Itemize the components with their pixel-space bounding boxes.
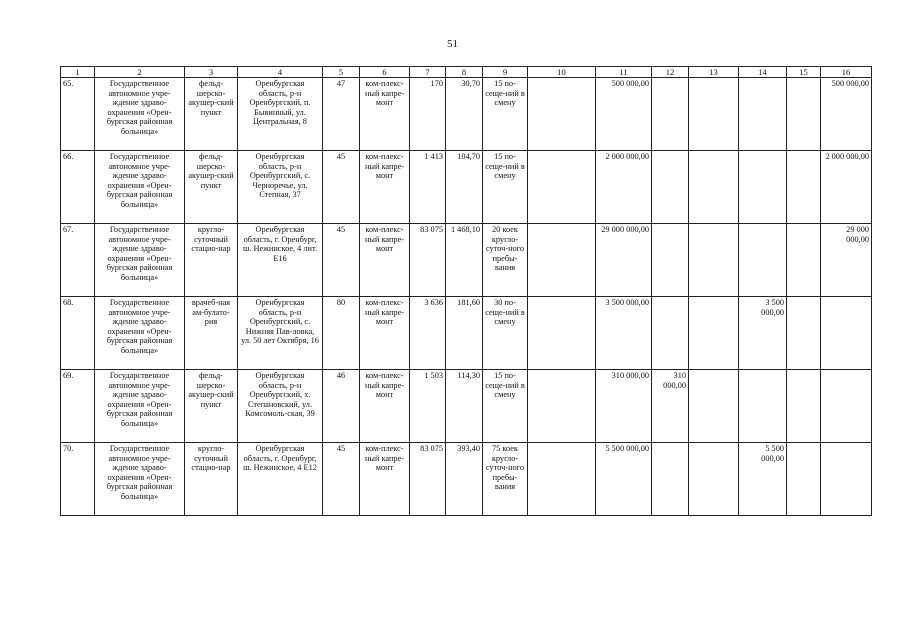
- work-type: ком-плекс-ный капре-монт: [360, 370, 410, 443]
- cell-col15: [787, 224, 821, 297]
- cell-col15: [787, 297, 821, 370]
- cell-col16: 2 000 000,00: [821, 151, 872, 224]
- column-header: 6: [360, 67, 410, 78]
- cell-col5: 45: [323, 224, 360, 297]
- table-row: [61, 443, 872, 516]
- cell-col13: [689, 224, 739, 297]
- row-number: 67.: [61, 224, 95, 297]
- cell-col8: 104,70: [446, 151, 483, 224]
- cell-col16: [821, 297, 872, 370]
- cell-col16: 500 000,00: [821, 78, 872, 151]
- facility-address: Оренбургская область, р-н Оренбургский, с. Нижняя Пав-ловка, ул. 50 лет Октября, 16: [238, 297, 323, 370]
- cell-col8: 30,70: [446, 78, 483, 151]
- cell-col7: 1 413: [410, 151, 446, 224]
- capacity: 15 по-сеще-ний в смену: [483, 78, 528, 151]
- organization-name: Государственное автономное учре-ждение здраво-охранения «Орен-бургская районная больница»: [95, 443, 185, 516]
- facility-address: Оренбургская область, г. Оренбург, ш. Нежинское, 4 Е12: [238, 443, 323, 516]
- row-number: 70.: [61, 443, 95, 516]
- cell-col16: 29 000 000,00: [821, 224, 872, 297]
- cell-col5: 46: [323, 370, 360, 443]
- column-header: 3: [185, 67, 238, 78]
- cell-col8: 114,30: [446, 370, 483, 443]
- column-header: 12: [652, 67, 689, 78]
- column-header: 13: [689, 67, 739, 78]
- cell-col11: 2 000 000,00: [596, 151, 652, 224]
- facility-type: врачеб-ная ам-булато-рия: [185, 297, 238, 370]
- capacity: 20 коек кругло-суточ-ного пребы-вания: [483, 224, 528, 297]
- organization-name: Государственное автономное учре-ждение здраво-охранения «Орен-бургская районная больница»: [95, 370, 185, 443]
- page-number: 51: [447, 38, 458, 50]
- cell-col8: 1 468,10: [446, 224, 483, 297]
- cell-col5: 80: [323, 297, 360, 370]
- row-number: 68.: [61, 297, 95, 370]
- table-body: [61, 67, 872, 516]
- cell-col13: [689, 297, 739, 370]
- cell-col14: 5 500 000,00: [739, 443, 787, 516]
- column-header: 14: [739, 67, 787, 78]
- facility-address: Оренбургская область, р-н Оренбургский, х. Степановский, ул. Комсомоль-ская, 39: [238, 370, 323, 443]
- cell-col11: 29 000 000,00: [596, 224, 652, 297]
- facility-address: Оренбургская область, г. Оренбург, ш. Нежинское, 4 лит. Е16: [238, 224, 323, 297]
- column-header: 2: [95, 67, 185, 78]
- cell-col12: [652, 224, 689, 297]
- row-number: 66.: [61, 151, 95, 224]
- cell-col10: [528, 370, 596, 443]
- cell-col14: [739, 224, 787, 297]
- column-number-header-row: [61, 67, 872, 78]
- column-header: 8: [446, 67, 483, 78]
- cell-col15: [787, 370, 821, 443]
- column-header: 1: [61, 67, 95, 78]
- column-header: 5: [323, 67, 360, 78]
- cell-col15: [787, 78, 821, 151]
- facility-type: кругло-суточный стацио-нар: [185, 443, 238, 516]
- cell-col7: 170: [410, 78, 446, 151]
- column-header: 7: [410, 67, 446, 78]
- facility-type: фельд-шерско-акушер-ский пункт: [185, 370, 238, 443]
- column-header: 4: [238, 67, 323, 78]
- capacity: 30 по-сеще-ний в смену: [483, 297, 528, 370]
- column-header: 10: [528, 67, 596, 78]
- cell-col12: [652, 443, 689, 516]
- cell-col13: [689, 370, 739, 443]
- facility-address: Оренбургская область, р-н Оренбургский, с. Черноречье, ул. Степная, 37: [238, 151, 323, 224]
- cell-col14: [739, 78, 787, 151]
- facility-address: Оренбургская область, р-н Оренбургский, п. Бывинный, ул. Центральная, 8: [238, 78, 323, 151]
- facility-type: кругло-суточный стацио-нар: [185, 224, 238, 297]
- facility-type: фельд-шерско-акушер-ский пункт: [185, 151, 238, 224]
- column-header: 11: [596, 67, 652, 78]
- cell-col7: 83 075: [410, 224, 446, 297]
- cell-col15: [787, 443, 821, 516]
- cell-col12: [652, 297, 689, 370]
- organization-name: Государственное автономное учре-ждение здраво-охранения «Орен-бургская районная больница»: [95, 297, 185, 370]
- column-header: 16: [821, 67, 872, 78]
- cell-col11: 310 000,00: [596, 370, 652, 443]
- organization-name: Государственное автономное учре-ждение здраво-охранения «Орен-бургская районная больница»: [95, 151, 185, 224]
- row-number: 69.: [61, 370, 95, 443]
- table-row: [61, 370, 872, 443]
- work-type: ком-плекс-ный капре-монт: [360, 151, 410, 224]
- cell-col10: [528, 78, 596, 151]
- cell-col12: 310 000,00: [652, 370, 689, 443]
- cell-col11: 3 500 000,00: [596, 297, 652, 370]
- cell-col11: 500 000,00: [596, 78, 652, 151]
- cell-col7: 83 075: [410, 443, 446, 516]
- cell-col13: [689, 151, 739, 224]
- table-row: [61, 151, 872, 224]
- work-type: ком-плекс-ный капре-монт: [360, 78, 410, 151]
- facility-type: фельд-шерско-акушер-ский пункт: [185, 78, 238, 151]
- cell-col10: [528, 151, 596, 224]
- cell-col8: 181,60: [446, 297, 483, 370]
- cell-col10: [528, 443, 596, 516]
- cell-col13: [689, 443, 739, 516]
- capacity: 15 по-сеще-ний в смену: [483, 370, 528, 443]
- facilities-table: [60, 66, 872, 516]
- cell-col10: [528, 297, 596, 370]
- cell-col11: 5 500 000,00: [596, 443, 652, 516]
- cell-col16: [821, 370, 872, 443]
- cell-col14: [739, 151, 787, 224]
- cell-col7: 1 503: [410, 370, 446, 443]
- capacity: 75 коек кругло-суточ-ного пребы-вания: [483, 443, 528, 516]
- cell-col7: 3 636: [410, 297, 446, 370]
- organization-name: Государственное автономное учре-ждение здраво-охранения «Орен-бургская районная больница»: [95, 224, 185, 297]
- cell-col14: 3 500 000,00: [739, 297, 787, 370]
- cell-col5: 47: [323, 78, 360, 151]
- cell-col14: [739, 370, 787, 443]
- row-number: 65.: [61, 78, 95, 151]
- work-type: ком-плекс-ный капре-монт: [360, 443, 410, 516]
- cell-col15: [787, 151, 821, 224]
- cell-col5: 45: [323, 443, 360, 516]
- column-header: 9: [483, 67, 528, 78]
- table-row: [61, 297, 872, 370]
- cell-col5: 45: [323, 151, 360, 224]
- work-type: ком-плекс-ный капре-монт: [360, 297, 410, 370]
- cell-col16: [821, 443, 872, 516]
- table-row: [61, 224, 872, 297]
- cell-col13: [689, 78, 739, 151]
- cell-col12: [652, 151, 689, 224]
- column-header: 15: [787, 67, 821, 78]
- capacity: 15 по-сеще-ний в смену: [483, 151, 528, 224]
- work-type: ком-плекс-ный капре-монт: [360, 224, 410, 297]
- organization-name: Государственное автономное учре-ждение здраво-охранения «Орен-бургская районная больница»: [95, 78, 185, 151]
- table-row: [61, 78, 872, 151]
- cell-col8: 393,40: [446, 443, 483, 516]
- cell-col12: [652, 78, 689, 151]
- cell-col10: [528, 224, 596, 297]
